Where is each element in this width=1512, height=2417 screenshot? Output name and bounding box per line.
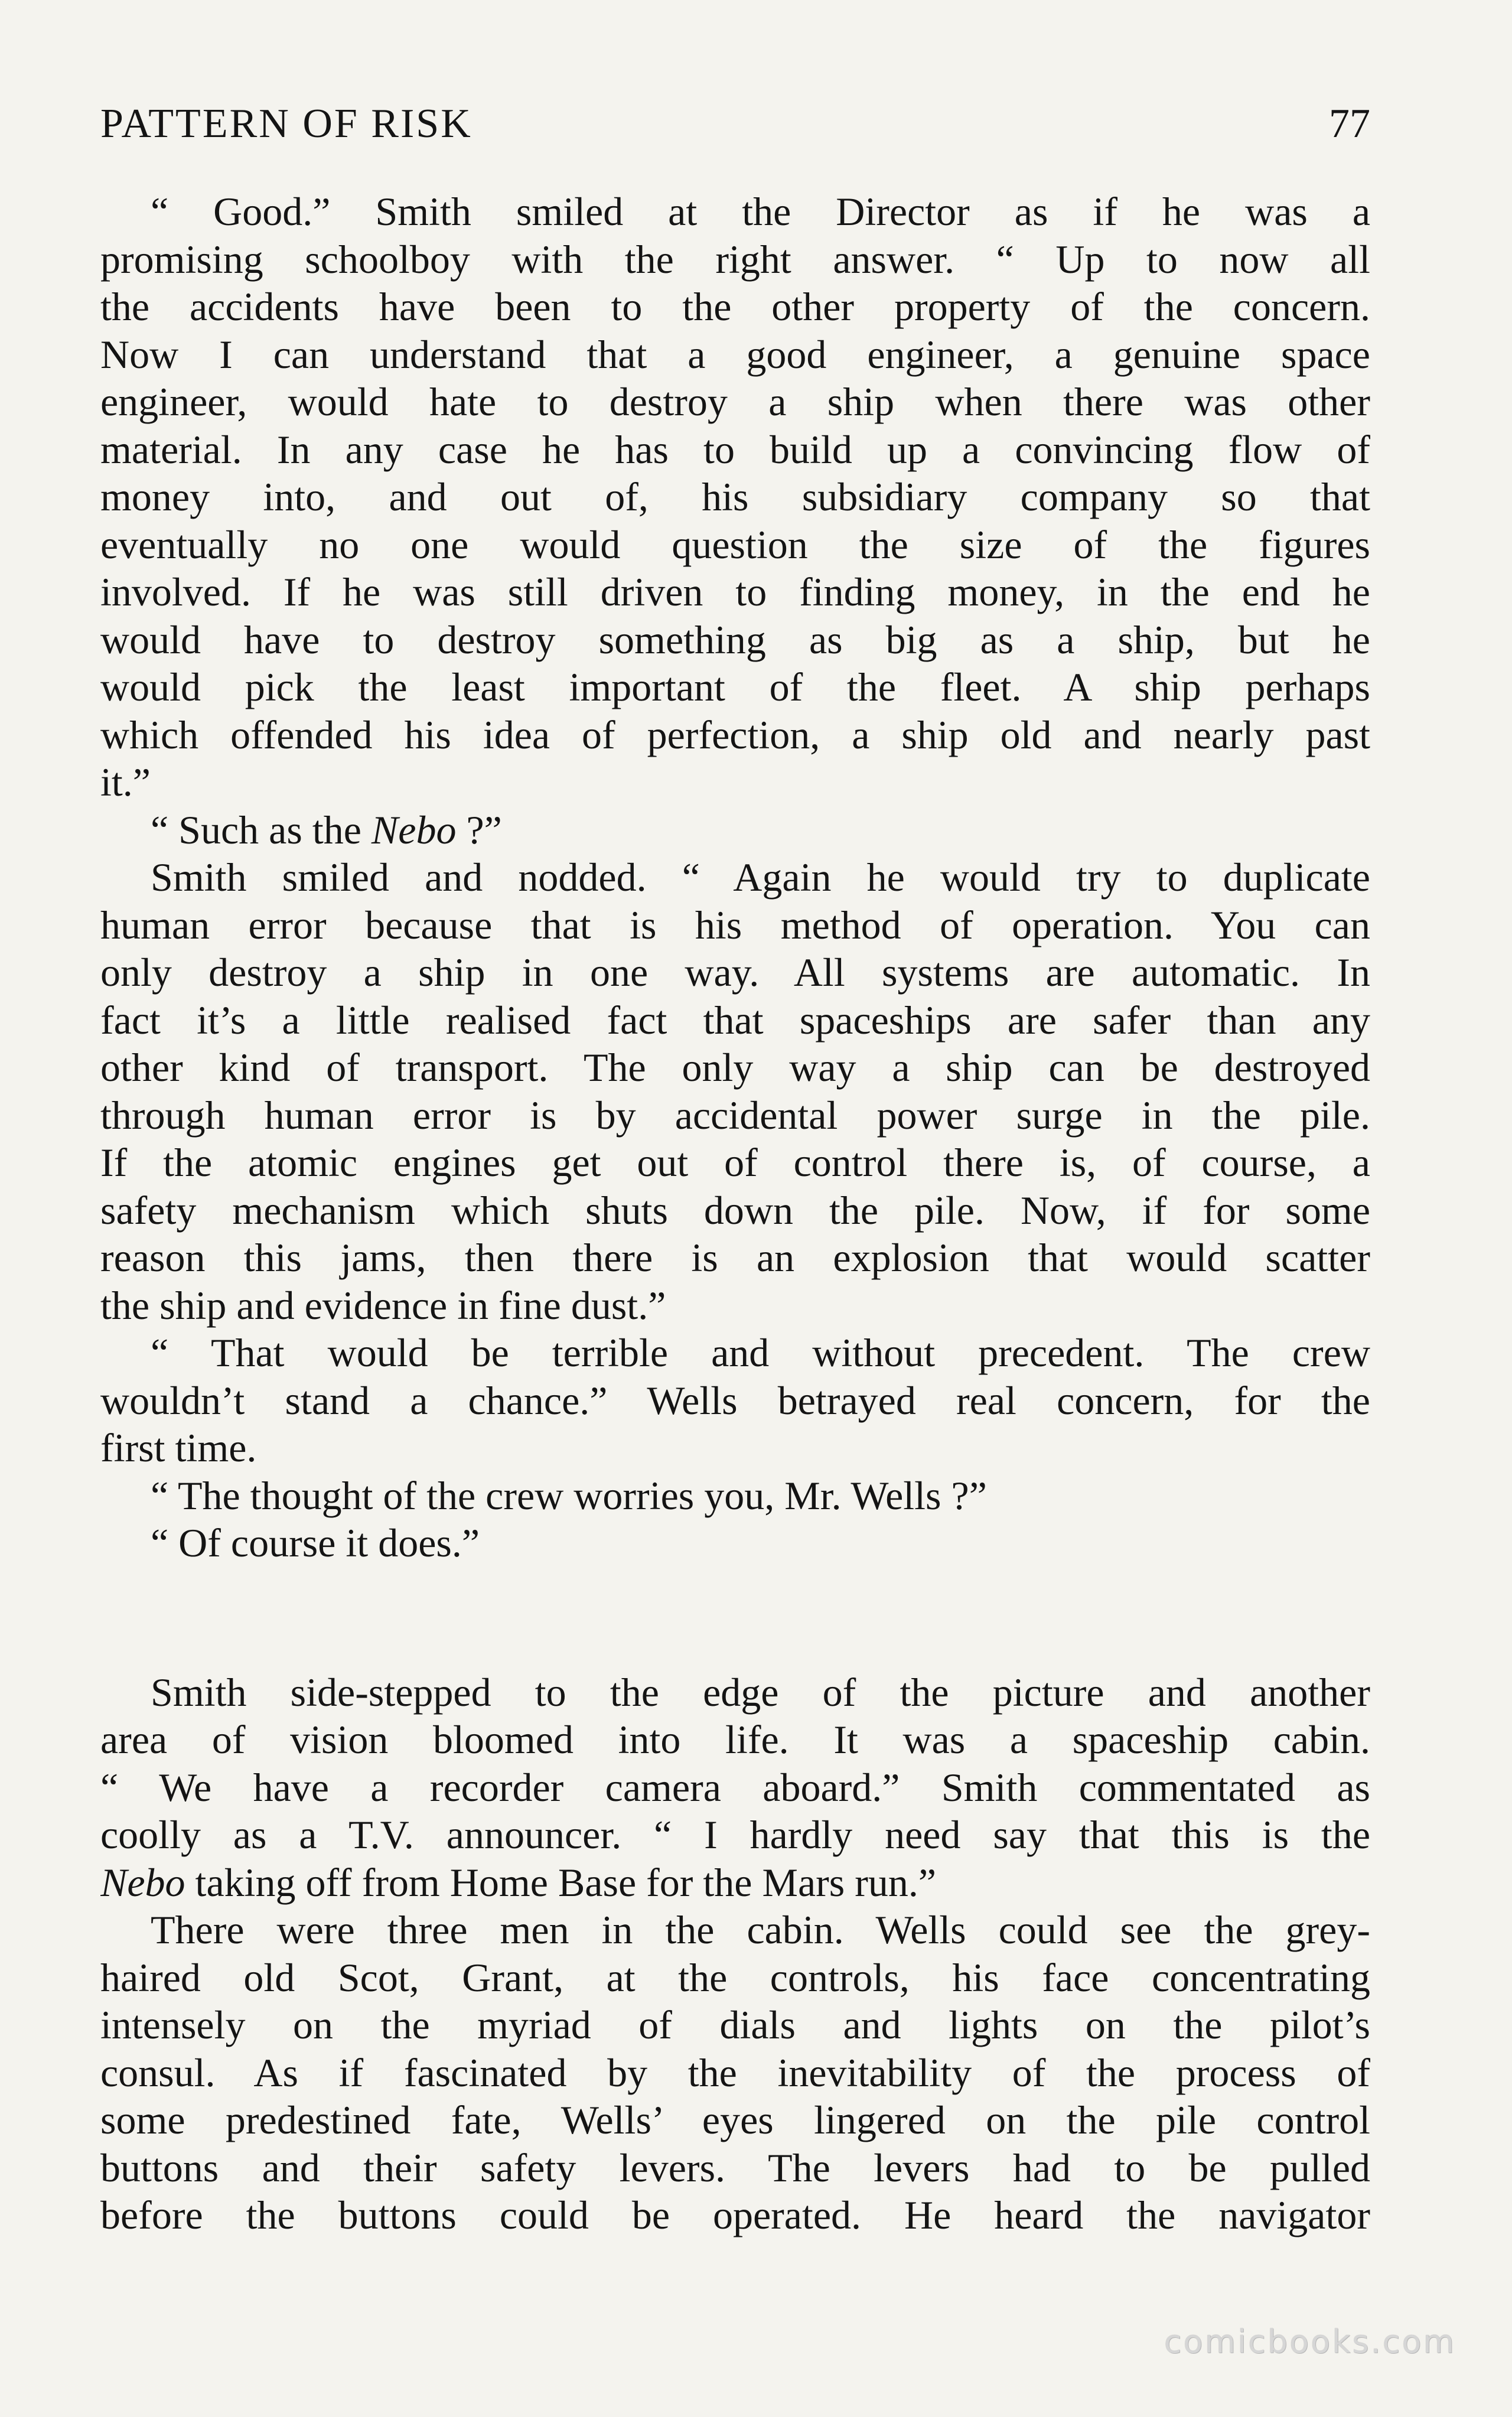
text-line: There were three men in the cabin. Wells could see the grey-: [151, 1907, 1370, 1952]
text-line: “ The thought of the crew worries you, Mr. Wells ?”: [151, 1473, 987, 1518]
text-line: through human error is by accidental power surge in the pile.: [100, 1092, 1370, 1138]
text-line: buttons and their safety levers. The levers had to be pulled: [100, 2145, 1370, 2190]
text-line: “ Of course it does.”: [151, 1520, 480, 1565]
text-line: consul. As if fascinated by the inevitability of the process of: [100, 2050, 1370, 2095]
text-block-after-break: [100, 1669, 1370, 2239]
text-line: coolly as a T.V. announcer. “ I hardly need say that this is the: [100, 1812, 1370, 1857]
text-line: safety mechanism which shuts down the pile. Now, if for some: [100, 1187, 1370, 1233]
running-head: [100, 95, 1370, 154]
text-line: promising schoolboy with the right answer. “ Up to now all: [100, 236, 1370, 282]
text-line: “ We have a recorder camera aboard.” Smith commentated as: [100, 1764, 1370, 1810]
text-line: eventually no one would question the size of the figures: [100, 522, 1370, 567]
text-line: wouldn’t stand a chance.” Wells betrayed real concern, for the: [100, 1377, 1370, 1423]
text-line: If the atomic engines get out of control there is, of course, a: [100, 1140, 1370, 1185]
text-line: only destroy a ship in one way. All systems are automatic. In: [100, 950, 1370, 995]
text-line: “ Good.” Smith smiled at the Director as if he was a: [151, 189, 1370, 234]
text-line: it.”: [100, 760, 151, 804]
text-line: the ship and evidence in fine dust.”: [100, 1282, 666, 1328]
text-line: first time.: [100, 1425, 257, 1470]
text-line: reason this jams, then there is an explosion that would scatter: [100, 1235, 1370, 1280]
text-line: human error because that is his method of operation. You can: [100, 902, 1370, 947]
ship-name: Nebo: [100, 1859, 185, 1905]
section-break: [100, 1567, 1370, 1669]
body-text: [100, 188, 1370, 2239]
text-line: area of vision bloomed into life. It was a spaceship cabin.: [100, 1717, 1370, 1762]
ship-name: Nebo: [371, 807, 457, 852]
text-line: haired old Scot, Grant, at the controls, his face concentrating: [100, 1955, 1370, 2000]
text-line: material. In any case he has to build up a convincing flow of: [100, 426, 1370, 472]
text-line: would pick the least important of the fleet. A ship perhaps: [100, 664, 1370, 709]
text-line: other kind of transport. The only way a ship can be destroyed: [100, 1045, 1370, 1090]
running-title: PATTERN OF RISK: [100, 101, 472, 146]
text-line: “ That would be terrible and without precedent. The crew: [151, 1330, 1370, 1375]
text-line: Smith side-stepped to the edge of the picture and another: [151, 1669, 1370, 1715]
text-line: involved. If he was still driven to finding money, in the end he: [100, 569, 1370, 614]
text-line: some predestined fate, Wells’ eyes lingered on the pile control: [100, 2097, 1370, 2142]
text-line: would have to destroy something as big as a ship, but he: [100, 617, 1370, 662]
text-line: Smith smiled and nodded. “ Again he would try to duplicate: [151, 855, 1370, 900]
page-number: 77: [1329, 101, 1370, 146]
site-watermark: comicbooks.com: [1164, 2323, 1456, 2360]
text-line: Now I can understand that a good engineer, a genuine space: [100, 331, 1370, 377]
text-line: intensely on the myriad of dials and lights on the pilot’s: [100, 2002, 1370, 2047]
text-line: money into, and out of, his subsidiary company so that: [100, 474, 1370, 519]
text-line: Nebo taking off from Home Base for the Mars run.”: [100, 1859, 937, 1905]
text-line: engineer, would hate to destroy a ship when there was other: [100, 379, 1370, 424]
text-line: “ Such as the Nebo ?”: [151, 807, 502, 852]
text-block-before-break: [100, 188, 1370, 1567]
text-line: which offended his idea of perfection, a ship old and nearly past: [100, 712, 1370, 757]
text-line: before the buttons could be operated. He heard the navigator: [100, 2193, 1370, 2237]
text-line: the accidents have been to the other property of the concern.: [100, 284, 1370, 329]
text-line: fact it’s a little realised fact that spaceships are safer than any: [100, 997, 1370, 1043]
